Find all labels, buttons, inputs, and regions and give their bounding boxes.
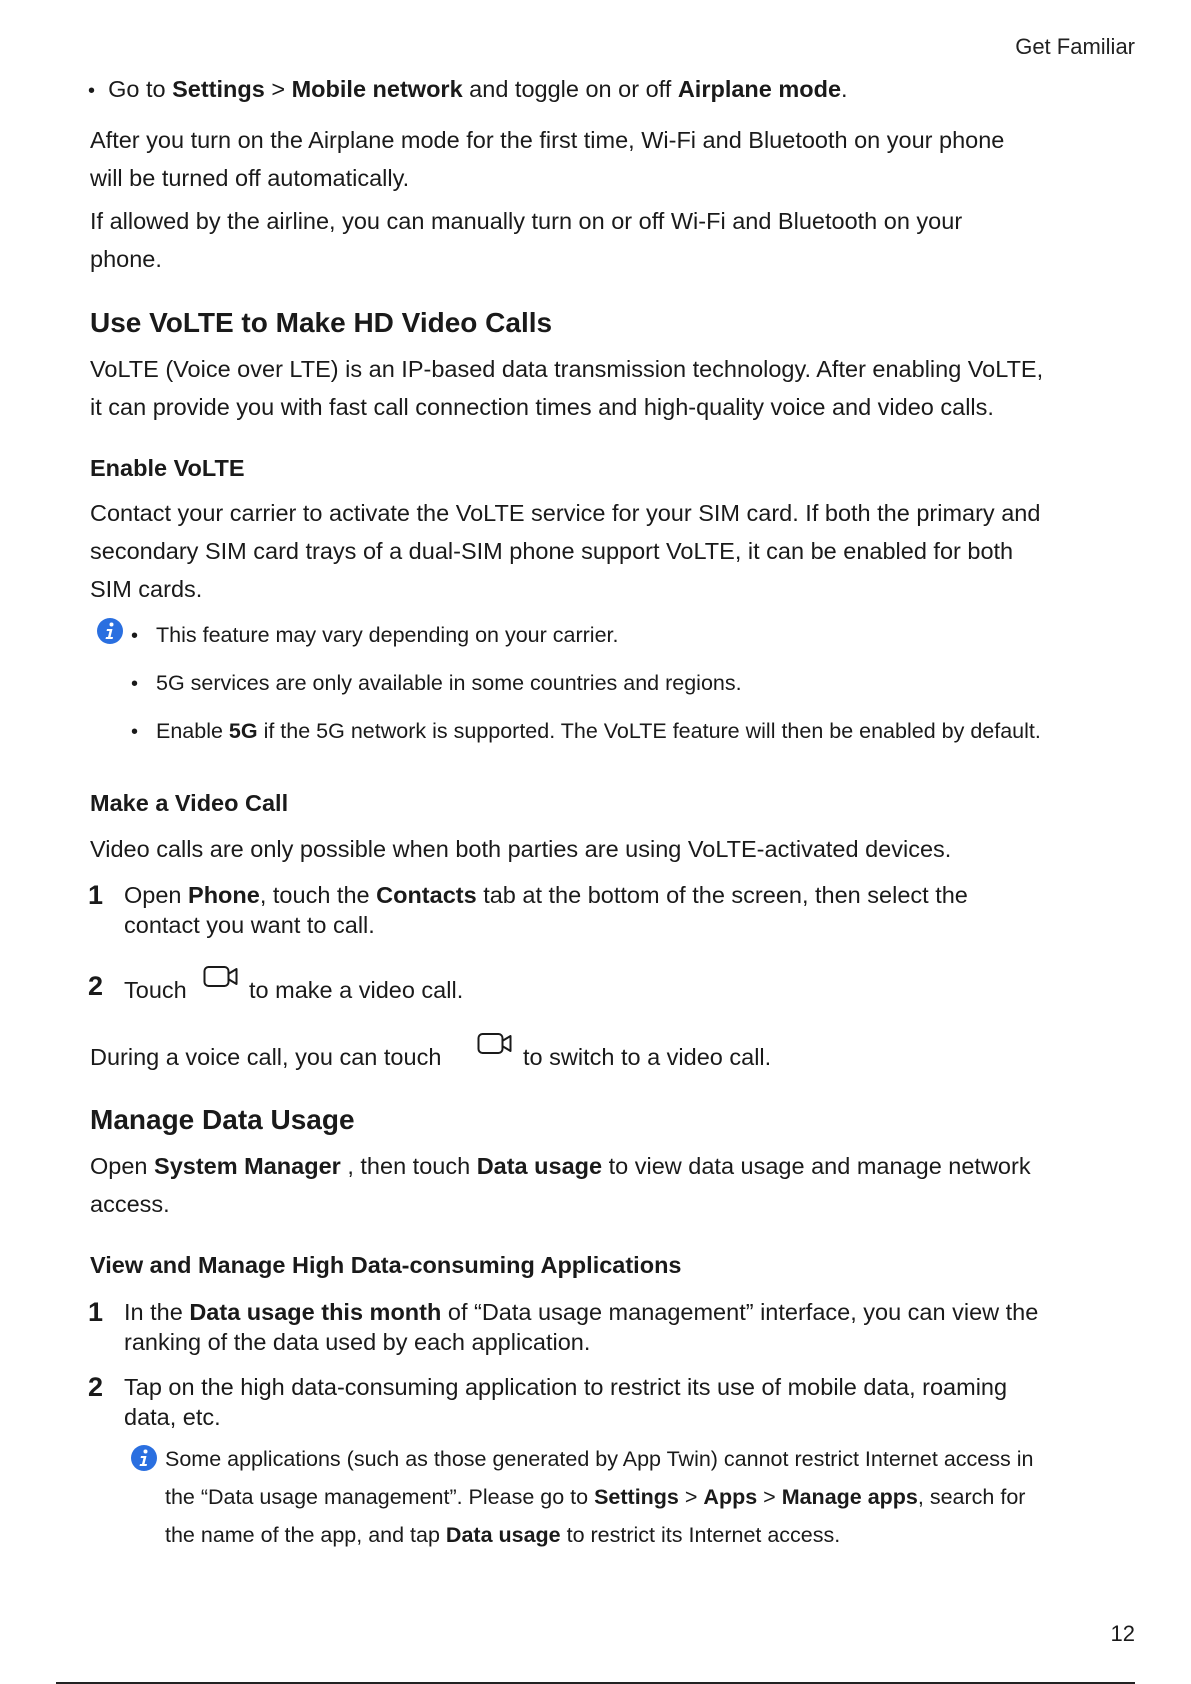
enable-volte-heading: Enable VoLTE xyxy=(90,455,245,481)
text: tab at the bottom of the screen, then select the xyxy=(476,882,968,908)
line: If allowed by the airline, you can manually turn on or off Wi-Fi and Bluetooth on your xyxy=(90,208,963,234)
text: Open xyxy=(90,1153,155,1179)
manage-apps-label: Manage apps xyxy=(781,1485,918,1509)
line: Contact your carrier to activate the VoLTE service for your SIM card. If both the primary and xyxy=(90,500,1041,526)
video-call-heading: Make a Video Call xyxy=(90,790,289,816)
phone-label: Phone xyxy=(188,882,260,908)
data-step-2 xyxy=(124,1372,1007,1432)
line: Tap on the high data-consuming application to restrict its use of mobile data, roaming xyxy=(124,1374,1008,1400)
airplane-bullet xyxy=(88,70,848,110)
step-number: 1 xyxy=(88,1297,104,1327)
page-number: 12 xyxy=(1110,1621,1135,1646)
data-usage-label: Data usage xyxy=(445,1523,561,1547)
running-header: Get Familiar xyxy=(1015,34,1135,59)
text: . xyxy=(841,76,848,102)
line: data, etc. xyxy=(124,1404,221,1430)
during-call-text: During a voice call, you can touch xyxy=(90,1044,442,1070)
video-camera-icon xyxy=(203,965,239,991)
text: and toggle on or off xyxy=(462,76,678,102)
data-usage-label: Data usage xyxy=(476,1153,603,1179)
apps-label: Apps xyxy=(703,1485,758,1509)
text: , search for xyxy=(917,1485,1026,1509)
video-step-2-tail: to make a video call. xyxy=(249,977,464,1003)
info-icon xyxy=(96,617,124,645)
bullet-marker: • xyxy=(88,80,96,102)
data-usage-note xyxy=(165,1440,1033,1554)
info-icon xyxy=(130,1444,158,1472)
text: the “Data usage management”. Please go to xyxy=(165,1485,595,1509)
video-camera-icon xyxy=(477,1032,513,1058)
settings-label: Settings xyxy=(172,76,265,102)
note-item-3 xyxy=(131,712,1041,751)
text: , touch the xyxy=(259,882,377,908)
data-usage-intro xyxy=(90,1147,1031,1223)
text: > xyxy=(264,76,292,102)
data-usage-this-month-label: Data usage this month xyxy=(189,1299,442,1325)
text: if the 5G network is supported. The VoLTE feature will then be enabled by default. xyxy=(257,719,1041,743)
line: Some applications (such as those generated by App Twin) cannot restrict Internet access in xyxy=(165,1447,1034,1471)
step-number: 2 xyxy=(88,971,104,1001)
line: access. xyxy=(90,1191,170,1217)
contacts-label: Contacts xyxy=(376,882,477,908)
volte-intro xyxy=(90,350,1043,426)
line: SIM cards. xyxy=(90,576,203,602)
text: , then touch xyxy=(340,1153,477,1179)
video-step-1 xyxy=(124,880,968,940)
text: to view data usage and manage network xyxy=(602,1153,1031,1179)
during-call-tail: to switch to a video call. xyxy=(523,1044,772,1070)
text: This feature may vary depending on your carrier. xyxy=(156,623,619,647)
text: > xyxy=(678,1485,704,1509)
settings-label: Settings xyxy=(594,1485,679,1509)
data-step-1 xyxy=(124,1297,1038,1357)
line: will be turned off automatically. xyxy=(90,165,410,191)
system-manager-label: System Manager xyxy=(154,1153,341,1179)
bullet-marker: • xyxy=(131,673,139,695)
line: ranking of the data used by each application. xyxy=(124,1329,591,1355)
bullet-marker: • xyxy=(131,625,139,647)
enable-volte-body xyxy=(90,494,1040,608)
text: In the xyxy=(124,1299,190,1325)
bullet-marker: • xyxy=(131,721,139,743)
note-item-2 xyxy=(131,664,742,703)
text: Go to xyxy=(108,76,173,102)
high-data-heading: View and Manage High Data-consuming Applications xyxy=(90,1252,682,1278)
step-number: 1 xyxy=(88,880,104,910)
volte-section-title: Use VoLTE to Make HD Video Calls xyxy=(90,307,553,338)
text: to restrict its Internet access. xyxy=(560,1523,841,1547)
text: > xyxy=(757,1485,782,1509)
data-usage-section-title: Manage Data Usage xyxy=(90,1104,355,1135)
line: contact you want to call. xyxy=(124,912,375,938)
video-call-intro: Video calls are only possible when both parties are using VoLTE-activated devices. xyxy=(90,836,952,862)
note-item-1 xyxy=(131,616,618,655)
video-step-2 xyxy=(124,971,187,1009)
text: Touch xyxy=(124,977,187,1003)
line: secondary SIM card trays of a dual-SIM phone support VoLTE, it can be enabled for both xyxy=(90,538,1014,564)
text: 5G services are only available in some countries and regions. xyxy=(156,671,742,695)
line: VoLTE (Voice over LTE) is an IP-based data transmission technology. After enabling VoLTE, xyxy=(90,356,1044,382)
line: After you turn on the Airplane mode for the first time, Wi-Fi and Bluetooth on your phone xyxy=(90,127,1005,153)
step-number: 2 xyxy=(88,1372,104,1402)
5g-label: 5G xyxy=(228,719,258,743)
text: Open xyxy=(124,882,189,908)
line: phone. xyxy=(90,246,162,272)
mobile-network-label: Mobile network xyxy=(291,76,463,102)
text: Enable xyxy=(156,719,229,743)
airplane-paragraph-1 xyxy=(90,121,1004,197)
airplane-paragraph-2 xyxy=(90,202,962,278)
text: the name of the app, and tap xyxy=(165,1523,446,1547)
line: it can provide you with fast call connection times and high-quality voice and video calls. xyxy=(90,394,994,420)
text: of “Data usage management” interface, you can view the xyxy=(441,1299,1039,1325)
airplane-mode-label: Airplane mode xyxy=(677,76,842,102)
